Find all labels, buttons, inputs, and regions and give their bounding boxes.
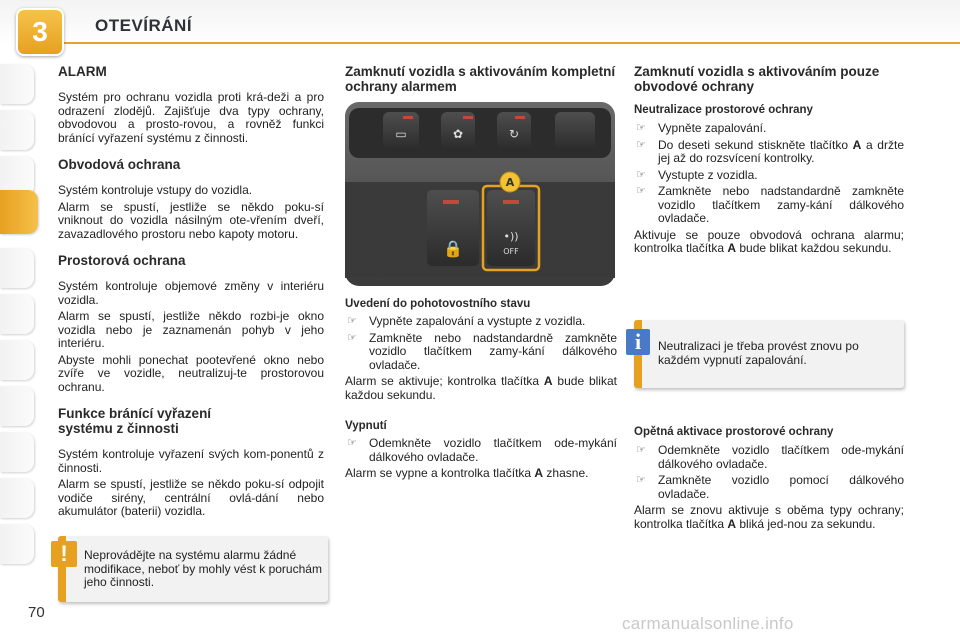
chapter-tab-active[interactable] [0,190,38,234]
chapter-tab-6[interactable] [0,294,34,334]
neutral-title: Neutralizace prostorové ochrany [634,104,813,116]
chapter-tab-7[interactable] [0,340,34,380]
off-item-1: ☞ Odemkněte vozidlo tlačítkem ode-mykání dálkového ovladače. [347,436,617,464]
standby-item-2: ☞ Zamkněte nebo nadstandardně zamkněte vozidlo tlačítkem zamy-kání dálkového ovladače. [347,330,617,372]
chapter-tab-5[interactable] [0,248,34,288]
left-column [58,64,324,519]
middle-column [345,64,617,94]
standby-item-1: ☞ Vypněte zapalování a vystupte z vozidla. [347,314,586,328]
standby-title: Uvedení do pohotovostního stavu [345,298,531,310]
chapter-tab-1[interactable] [0,64,34,104]
reactivate-item-1: ☞ Odemkněte vozidlo tlačítkem ode-mykání dálkového ovladače. [636,443,904,471]
svg-text:•)): •)) [503,230,519,243]
pointing-hand-icon: ☞ [347,315,357,327]
neutral-item-1: ☞ Vypněte zapalování. [636,121,767,135]
antitamper-text-1: Systém kontroluje vyřazení svých kom-ponentů z činnosti. [58,447,324,475]
section-title-antitamper: Funkce bránící vyřazení systému z činnosti [58,406,212,436]
pointing-hand-icon: ☞ [636,168,646,181]
middle-column-lower [345,298,617,481]
perimeter-text-1: Systém kontroluje vstupy do vozidla. [58,183,253,197]
neutral-item-2: ☞ Do deseti sekund stiskněte tlačítko A a držte jej až do rozsvícení kontrolky. [636,137,904,165]
volumetric-text-1: Systém kontroluje objemové změny v interiéru vozidla. [58,279,324,307]
callout-a-label: A [505,176,515,189]
svg-text:▭: ▭ [395,127,407,141]
info-box [634,320,904,388]
pointing-hand-icon: ☞ [636,138,646,151]
chapter-tab-2[interactable] [0,110,34,150]
standby-note: Alarm se aktivuje; kontrolka tlačítka A bude blikat každou sekundu. [345,374,617,402]
svg-text:🔒: 🔒 [443,239,463,258]
neutral-note: Aktivuje se pouze obvodová ochrana alarmu; kontrolka tlačítka A bude blikat každou sekundu. [634,227,904,255]
warning-box [58,536,328,602]
off-label: OFF [503,247,519,256]
chapter-tab-8[interactable] [0,386,34,426]
right-title: Zamknutí vozidla s aktivováním pouze obvodové ochrany [634,64,880,94]
info-text: Neutralizaci je třeba provést znovu po každém vypnutí zapalování. [658,339,859,367]
ac-button [555,112,595,150]
alarm-text: Systém pro ochranu vozidla proti krá-deži a pro odrazení zlodějů. Zajišťuje dva typy ochrany, obvodovou a prosto-rovou, a rovněž funkci bránící vyřazení systému z činnosti. [58,90,324,145]
chapter-badge: 3 [16,8,64,56]
pointing-hand-icon: ☞ [636,444,646,456]
chapter-tab-11[interactable] [0,524,34,564]
page-title: OTEVÍRÁNÍ [95,16,193,35]
reactivate-title: Opětná aktivace prostorové ochrany [634,426,834,438]
volumetric-text-3: Abyste mohli ponechat pootevřené okno nebo zvíře ve vozidle, neutralizuj-te prostorovou ochranu. [58,352,324,394]
watermark: carmanualsonline.info [622,614,794,633]
svg-text:✿: ✿ [452,127,464,141]
off-title: Vypnutí [345,420,387,432]
header-rule [62,42,960,44]
neutral-item-3: ☞ Vystupte z vozidla. [636,167,758,182]
reactivate-note: Alarm se znovu aktivuje s oběma typy ochrany; kontrolka tlačítka A bliká jed-nou za sekundu. [634,503,904,531]
section-title-volumetric: Prostorová ochrana [58,253,186,268]
chapter-tab-10[interactable] [0,478,34,518]
pointing-hand-icon: ☞ [636,185,646,197]
warning-text: Neprovádějte na systému alarmu žádné modifikace, neboť by mohly vést k poruchám jeho činnosti. [84,548,322,589]
pointing-hand-icon: ☞ [636,122,646,134]
section-title-alarm: ALARM [58,64,107,79]
warning-icon: ! [51,541,77,567]
section-title-perimeter: Obvodová ochrana [58,157,181,172]
info-icon: i [626,329,650,355]
chapter-tab-9[interactable] [0,432,34,472]
alarm-button-photo [345,102,615,286]
reactivate-item-2: ☞ Zamkněte vozidlo pomocí dálkového ovladače. [636,473,904,501]
right-column [634,64,904,256]
pointing-hand-icon: ☞ [347,437,357,449]
pointing-hand-icon: ☞ [636,474,646,486]
off-note: Alarm se vypne a kontrolka tlačítka A zhasne. [345,466,589,480]
right-column-lower [634,426,904,531]
neutral-item-4: ☞ Zamkněte nebo nadstandardně zamkněte vozidlo tlačítkem zamy-kání dálkového ovladače. [636,184,904,225]
page-number: 70 [28,604,45,621]
volumetric-text-2: Alarm se spustí, jestliže někdo rozbi-je okno vozidla nebo je zaznamenán pohyb v jeho interiéru. [58,309,324,350]
middle-title: Zamknutí vozidla s aktivováním kompletní ochrany alarmem [345,64,616,94]
antitamper-text-2: Alarm se spustí, jestliže se někdo poku-sí odpojit vodiče sirény, centrální ovlá-dání nebo akumulátor (baterii) vozidla. [58,477,324,518]
perimeter-text-2: Alarm se spustí, jestliže se někdo poku-sí vniknout do vozidla násilným ote-vřením dveří, zavazadlového prostoru nebo kapoty motoru. [58,199,324,241]
pointing-hand-icon: ☞ [347,331,357,344]
svg-text:↻: ↻ [508,127,520,141]
